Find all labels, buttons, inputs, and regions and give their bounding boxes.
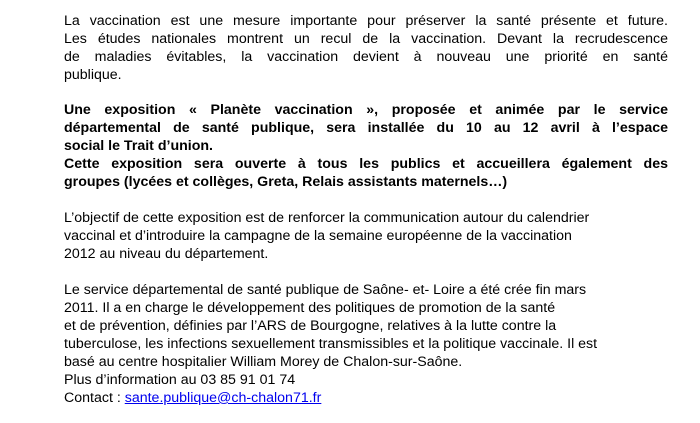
paragraph-2-line-5: groupes (lycées et collèges, Greta, Relais assistants maternels…) bbox=[64, 174, 508, 190]
paragraph-4-line-5: basé au centre hospitalier William Morey de Chalon-sur-Saône. bbox=[64, 354, 463, 370]
paragraph-2-line-4: Cette exposition sera ouverte à tous les publics et accueillera également des bbox=[64, 156, 668, 172]
paragraph-4-line-2: 2011. Il a en charge le développement des politiques de promotion de la santé bbox=[64, 300, 556, 316]
contact-line bbox=[64, 390, 321, 408]
contact-label: Contact : bbox=[64, 390, 125, 406]
paragraph-1-line-1: La vaccination est une mesure importante pour préserver la santé présente et future. bbox=[64, 13, 668, 29]
paragraph-1-line-3: de maladies évitables, la vaccination devient à nouveau une priorité en santé bbox=[64, 49, 668, 65]
paragraph-3-line-2: vaccinal et d’introduire la campagne de la semaine européenne de la vaccination bbox=[64, 228, 572, 244]
paragraph-4-line-4: tuberculose, les infections sexuellement transmissibles et la politique vaccinale. Il est bbox=[64, 336, 598, 352]
paragraph-1-line-2: Les études nationales montrent un recul de la vaccination. Devant la recrudescence bbox=[64, 31, 668, 47]
paragraph-3-line-1: L’objectif de cette exposition est de renforcer la communication autour du calendrier bbox=[64, 210, 590, 226]
paragraph-1-line-4: publique. bbox=[64, 67, 122, 83]
paragraph-3-line-3: 2012 au niveau du département. bbox=[64, 246, 269, 262]
info-phone-line: Plus d’information au 03 85 91 01 74 bbox=[64, 372, 296, 388]
paragraph-4-line-3: et de prévention, définies par l’ARS de Bourgogne, relatives à la lutte contre la bbox=[64, 318, 557, 334]
paragraph-2-line-2: départemental de santé publique, sera installée du 10 au 12 avril à l’espace bbox=[64, 120, 668, 136]
paragraph-4-line-1: Le service départemental de santé publique de Saône- et- Loire a été crée fin mars bbox=[64, 282, 587, 298]
paragraph-2-line-1: Une exposition « Planète vaccination », proposée et animée par le service bbox=[64, 102, 668, 118]
paragraph-2-line-3: social le Trait d’union. bbox=[64, 138, 213, 154]
contact-email-link[interactable]: sante.publique@ch-chalon71.fr bbox=[124, 390, 322, 406]
